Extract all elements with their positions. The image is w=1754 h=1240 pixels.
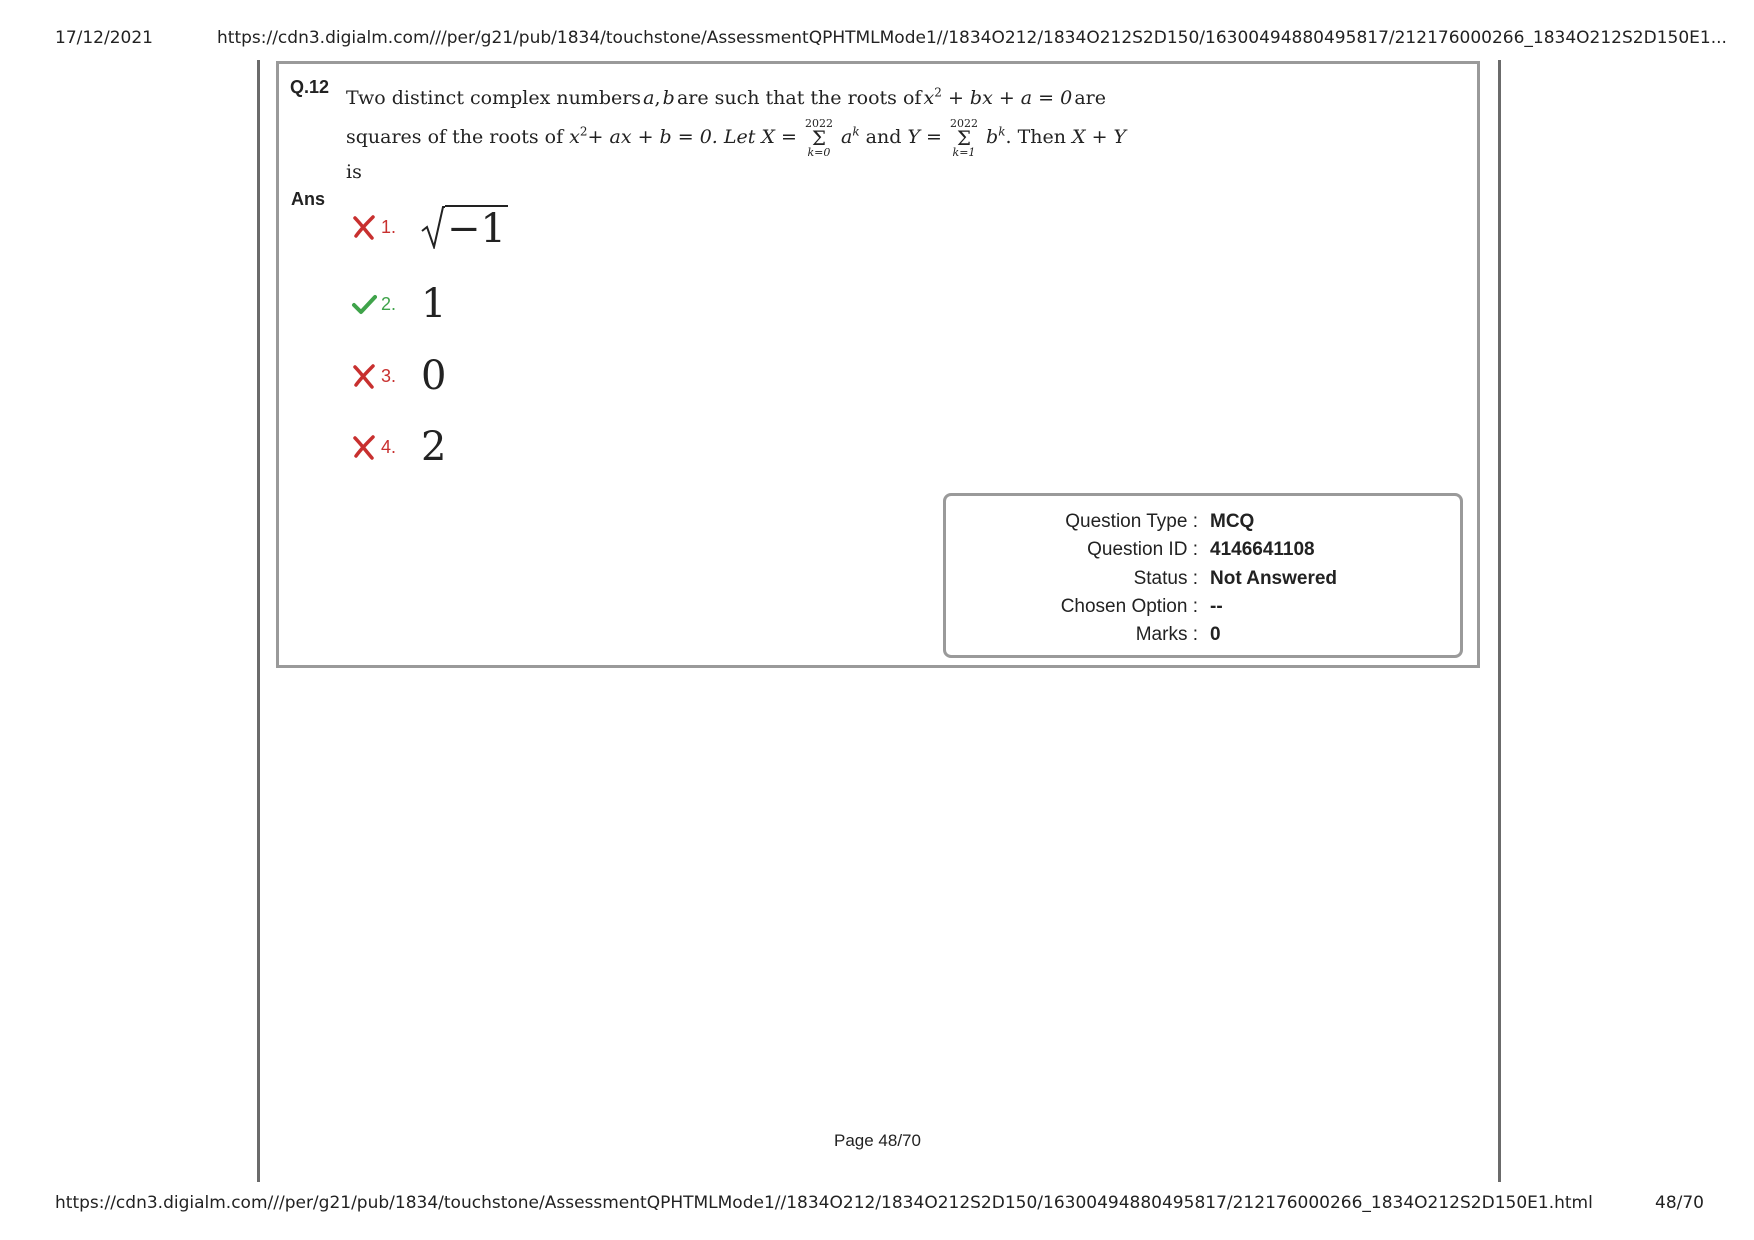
print-footer-page: 48/70 [1655, 1193, 1704, 1213]
option-number: 3. [381, 365, 397, 386]
info-status: Status : Not Answered [1133, 568, 1338, 589]
info-chosen-option: Chosen Option : -- [1060, 596, 1223, 617]
right-page-border [1498, 60, 1501, 1182]
cross-icon [351, 434, 377, 460]
info-question-type: Question Type : MCQ [1065, 511, 1255, 532]
check-icon [351, 291, 377, 317]
print-footer-url: https://cdn3.digialm.com///per/g21/pub/1834/touchstone/AssessmentQPHTMLMode1//1834O212/1834O212S2D150/16300494880495817/212176000266_1834O212S2D150E1.html [55, 1193, 1593, 1213]
option-3 [351, 351, 446, 401]
option-4 [351, 422, 446, 472]
option-value: 1 [421, 281, 447, 327]
question-text [346, 80, 1127, 190]
q-equation-1: $x^2$ + bx + a = 0 [923, 85, 1073, 109]
cross-icon [351, 363, 377, 389]
option-number: 1. [381, 216, 397, 237]
info-marks: Marks : 0 [1135, 624, 1221, 645]
summation-y: 2022 Σ k=1 [950, 117, 978, 159]
option-value: 2 [421, 424, 447, 470]
summation-x: 2022 Σ k=0 [804, 117, 833, 159]
question-info-box [943, 493, 1463, 658]
radical-sign [421, 205, 445, 249]
q-math-a: a, [643, 87, 661, 109]
question-line-3: is [346, 161, 362, 183]
answer-label: Ans [291, 189, 326, 209]
print-header-url: https://cdn3.digialm.com///per/g21/pub/1834/touchstone/AssessmentQPHTMLMode1//1834O212/1834O212S2D150/16300494880495817/212176000266_1834O212S2D150E1... [217, 28, 1727, 48]
print-date: 17/12/2021 [55, 28, 153, 48]
question-line-2: squares of the roots of $x^2+$ ax + b = 0. Let X = 2022 Σ k=0 $a^k$ and Y = 2022 Σ k=1 $b^k$. Then X + Y [346, 117, 1127, 159]
q-text-part: are such that the roots of [676, 87, 922, 109]
cross-icon [351, 214, 377, 240]
option-number: 4. [381, 436, 397, 457]
question-line-1 [346, 80, 1106, 116]
info-question-id: Question ID : 4146641108 [1087, 539, 1315, 560]
option-1 [351, 202, 508, 252]
q-math-b: b [662, 87, 675, 109]
option-value: −1 [421, 205, 508, 249]
question-number: Q.12 [290, 77, 330, 97]
q-text-part: are [1074, 87, 1106, 109]
page-number: Page 48/70 [834, 1131, 921, 1150]
option-number: 2. [381, 293, 397, 314]
option-2 [351, 279, 446, 329]
option-value: 0 [421, 353, 447, 399]
left-page-border [257, 60, 260, 1182]
question-panel [276, 61, 1480, 668]
q-text-part: Two distinct complex numbers [346, 87, 642, 109]
